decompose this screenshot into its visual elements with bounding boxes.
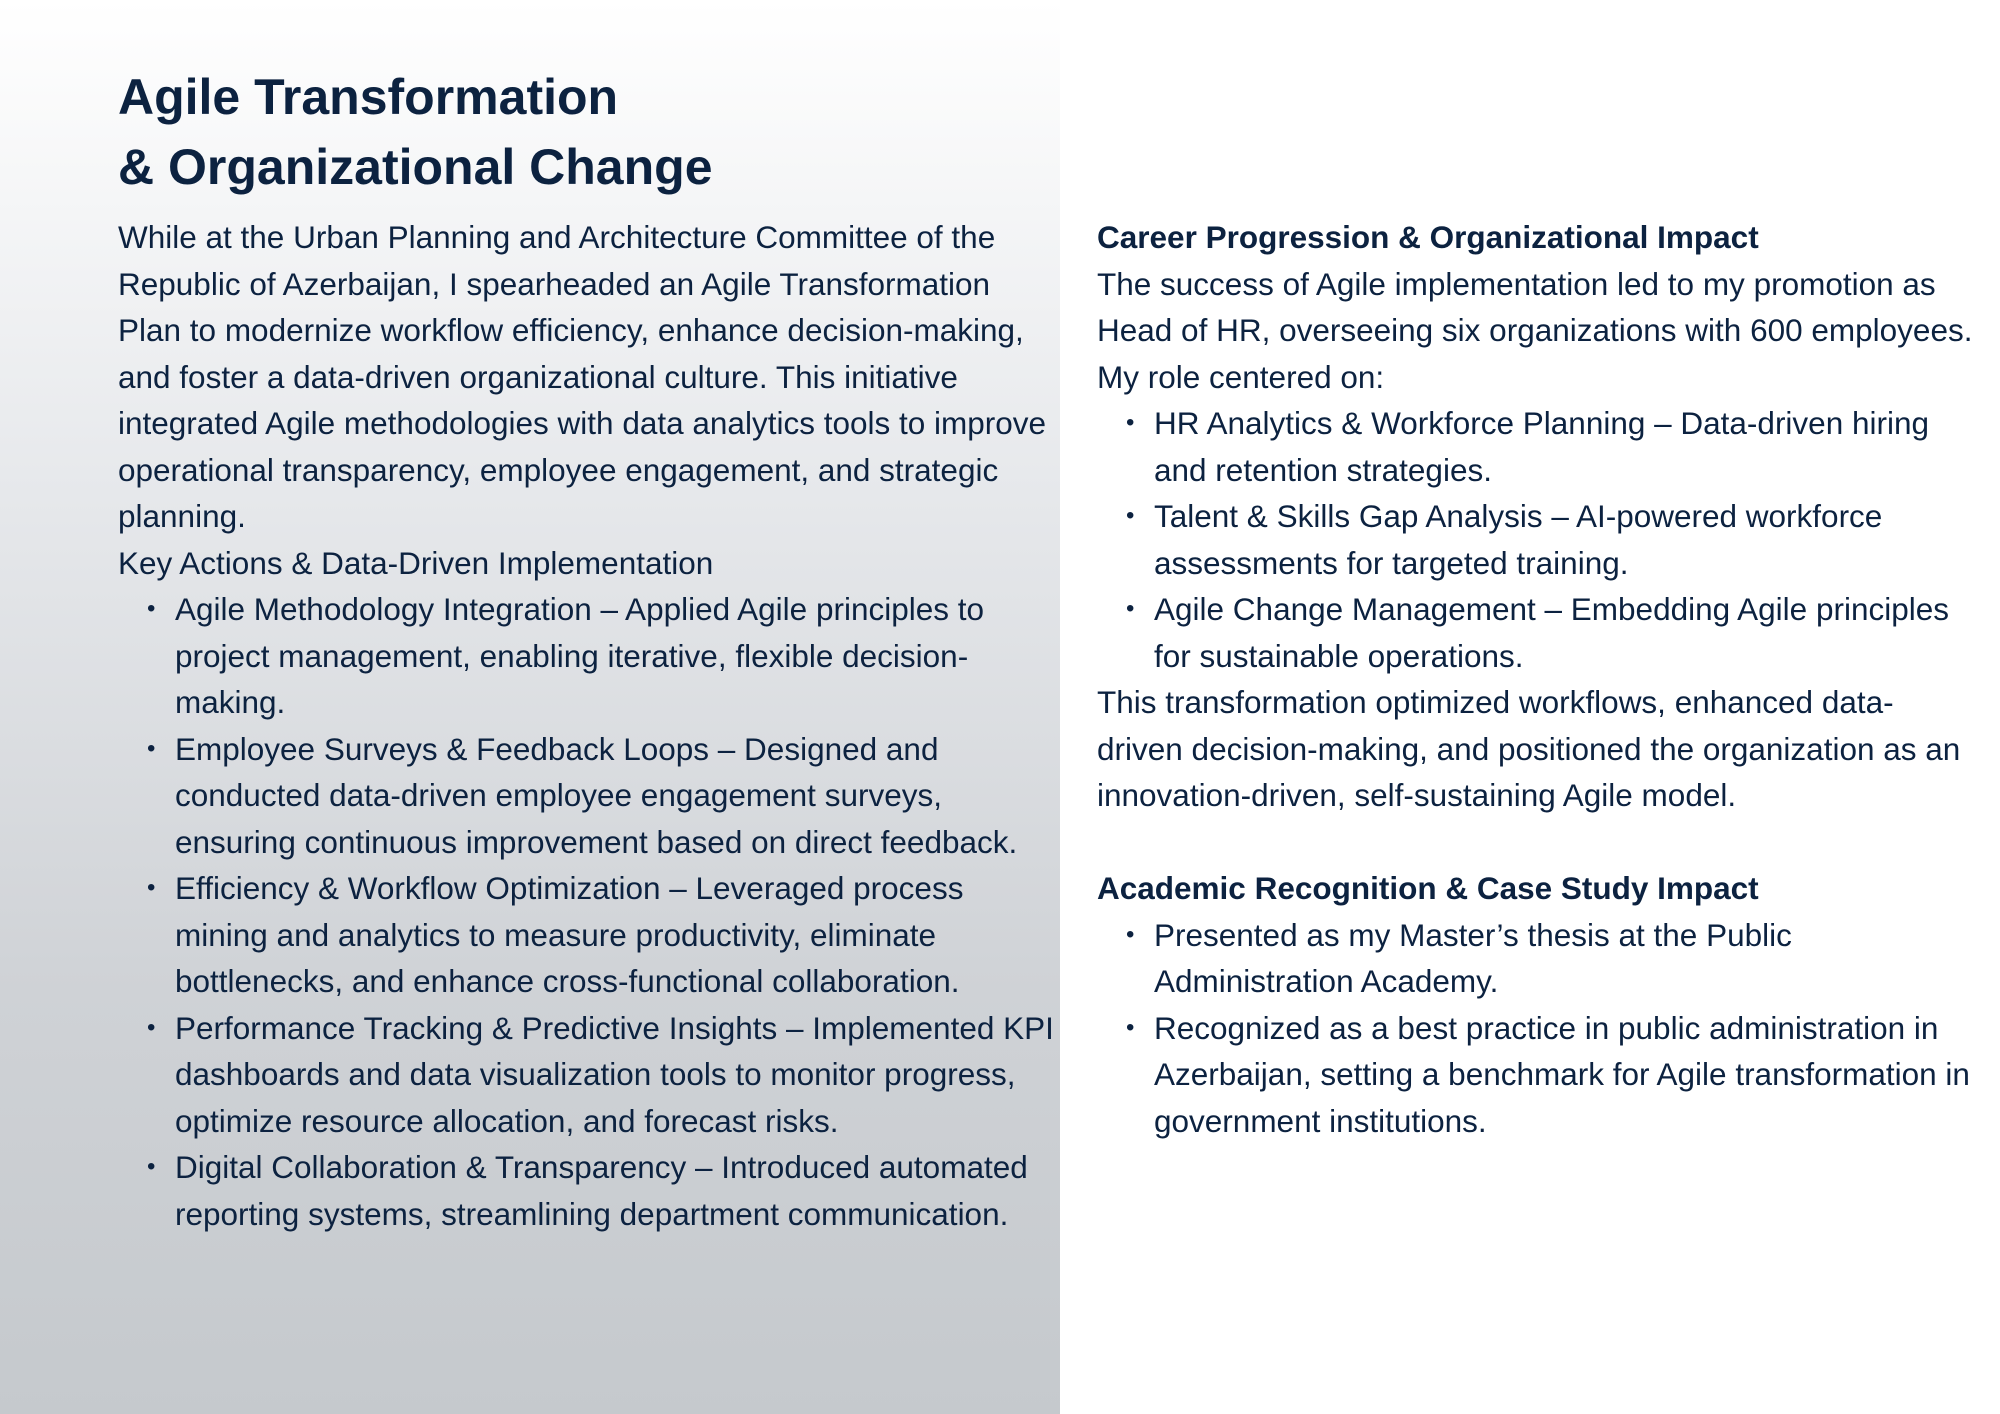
left-column	[118, 214, 1058, 1237]
list-item: • Agile Change Management – Embedding Agile principles for sustainable operations.	[1154, 586, 1977, 679]
page-title	[118, 62, 713, 202]
career-heading: Career Progression & Organizational Impact	[1097, 219, 1759, 255]
list-item: • Presented as my Master’s thesis at the Public Administration Academy.	[1154, 912, 1977, 1005]
career-list	[1097, 400, 1977, 679]
intro-paragraph: While at the Urban Planning and Architecture Committee of the Republic of Azerbaijan, I spearheaded an Agile Transformation Plan to modernize workflow efficiency, enhance decision-making, and foster a data-driven organizational culture. This initiative integrated Agile methodologies with data analytics tools to improve operational transparency, employee engagement, and strategic planning.	[118, 219, 1047, 534]
right-column	[1097, 214, 1977, 1144]
key-actions-list	[118, 586, 1058, 1237]
list-item: • Employee Surveys & Feedback Loops – Designed and conducted data-driven employee engagement surveys, ensuring continuous improvement based on direct feedback.	[175, 726, 1058, 866]
career-intro: The success of Agile implementation led to my promotion as Head of HR, overseeing six organizations with 600 employees. My role centered on:	[1097, 265, 1973, 395]
page-title-line-2: & Organizational Change	[118, 139, 713, 195]
list-item: • Talent & Skills Gap Analysis – AI-powered workforce assessments for targeted training.	[1154, 493, 1977, 586]
page-title-line-1: Agile Transformation	[118, 69, 619, 125]
list-item: • Agile Methodology Integration – Applied Agile principles to project management, enabling iterative, flexible decision-making.	[175, 586, 1058, 726]
section-spacer	[1097, 819, 1977, 866]
career-outro: This transformation optimized workflows, enhanced data-driven decision-making, and positioned the organization as an innovation-driven, self-sustaining Agile model.	[1097, 684, 1961, 813]
academic-heading: Academic Recognition & Case Study Impact	[1097, 870, 1759, 906]
list-item: • Efficiency & Workflow Optimization – Leveraged process mining and analytics to measure productivity, eliminate bottlenecks, and enhance cross-functional collaboration.	[175, 865, 1058, 1005]
key-actions-subheading: Key Actions & Data-Driven Implementation	[118, 544, 714, 581]
list-item: • Digital Collaboration & Transparency – Introduced automated reporting systems, streamlining department communication.	[175, 1144, 1058, 1237]
list-item: • Recognized as a best practice in public administration in Azerbaijan, setting a benchmark for Agile transformation in government institutions.	[1154, 1005, 1977, 1145]
academic-list	[1097, 912, 1977, 1145]
list-item: • HR Analytics & Workforce Planning – Data-driven hiring and retention strategies.	[1154, 400, 1977, 493]
list-item: • Performance Tracking & Predictive Insights – Implemented KPI dashboards and data visualization tools to monitor progress, optimize resource allocation, and forecast risks.	[175, 1005, 1058, 1145]
